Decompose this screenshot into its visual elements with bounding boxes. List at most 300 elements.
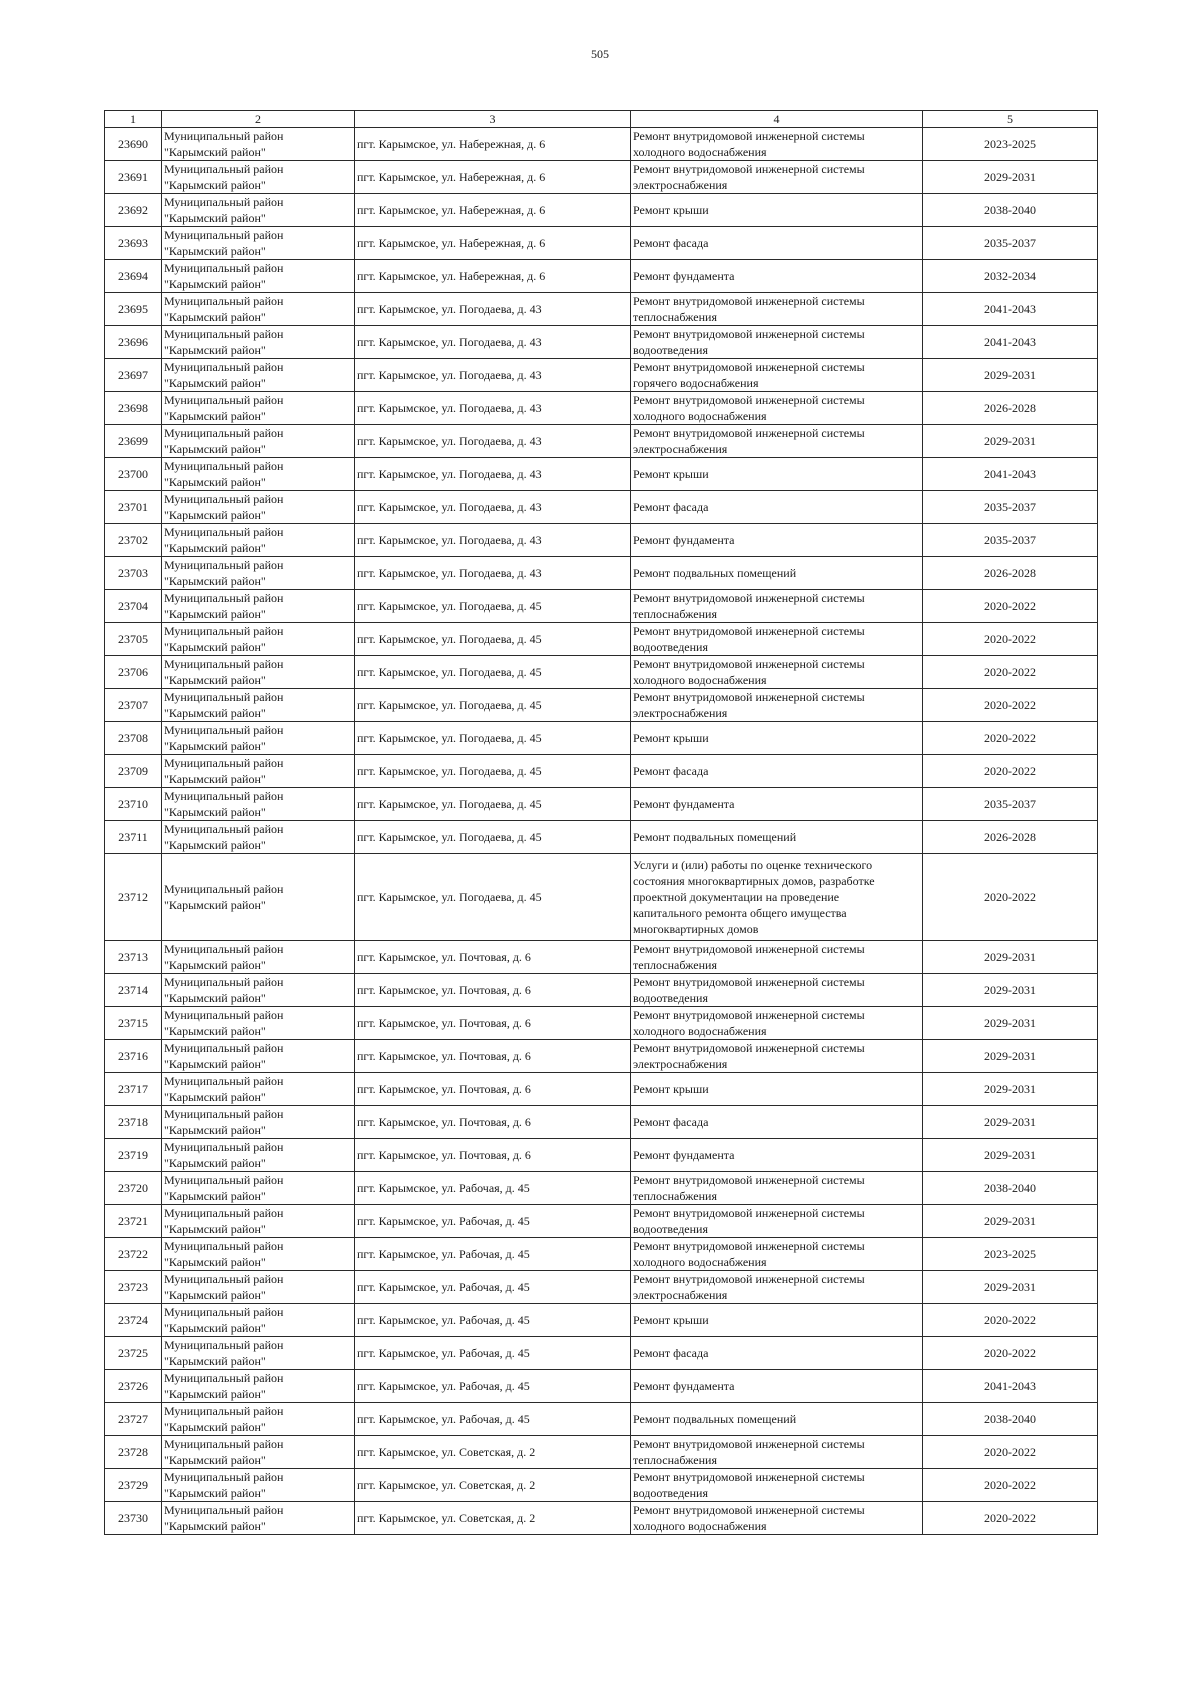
municipality-cell [162, 458, 355, 491]
table-row [105, 854, 1098, 941]
work-type-line: Ремонт фундамента [633, 533, 735, 547]
row-number-cell: 23691 [105, 161, 162, 194]
table-row [105, 1337, 1098, 1370]
address-cell: пгт. Карымское, ул. Погодаева, д. 45 [355, 689, 631, 722]
municipality-line: "Карымский район" [164, 343, 266, 357]
row-number-cell: 23719 [105, 1139, 162, 1172]
period-cell: 2020-2022 [923, 722, 1098, 755]
work-type-cell [631, 293, 923, 326]
work-type-line: теплоснабжения [633, 1453, 717, 1467]
address-cell: пгт. Карымское, ул. Набережная, д. 6 [355, 260, 631, 293]
work-type-cell [631, 392, 923, 425]
work-type-line: водоотведения [633, 343, 708, 357]
address-cell: пгт. Карымское, ул. Погодаева, д. 43 [355, 557, 631, 590]
municipality-cell [162, 1040, 355, 1073]
address-cell: пгт. Карымское, ул. Набережная, д. 6 [355, 128, 631, 161]
work-type-line: Ремонт подвальных помещений [633, 566, 797, 580]
column-number: 1 [105, 111, 162, 128]
work-type-cell [631, 161, 923, 194]
work-type-line: Ремонт внутридомовой инженерной системы [633, 360, 865, 374]
table-row [105, 491, 1098, 524]
row-number-cell: 23702 [105, 524, 162, 557]
work-type-cell [631, 854, 923, 941]
row-number-cell: 23706 [105, 656, 162, 689]
address-cell: пгт. Карымское, ул. Погодаева, д. 45 [355, 821, 631, 854]
column-number: 3 [355, 111, 631, 128]
municipality-line: "Карымский район" [164, 409, 266, 423]
table-row [105, 1172, 1098, 1205]
municipality-line: Муниципальный район [164, 1338, 284, 1352]
period-cell: 2029-2031 [923, 974, 1098, 1007]
work-type-line: Ремонт внутридомовой инженерной системы [633, 1206, 865, 1220]
municipality-line: Муниципальный район [164, 129, 284, 143]
work-type-line: электроснабжения [633, 178, 728, 192]
table-row [105, 722, 1098, 755]
address-cell: пгт. Карымское, ул. Почтовая, д. 6 [355, 1073, 631, 1106]
municipality-cell [162, 128, 355, 161]
row-number-cell: 23697 [105, 359, 162, 392]
municipality-cell [162, 590, 355, 623]
municipality-cell [162, 1337, 355, 1370]
address-cell: пгт. Карымское, ул. Погодаева, д. 45 [355, 755, 631, 788]
municipality-cell [162, 1403, 355, 1436]
work-type-cell [631, 1040, 923, 1073]
period-cell: 2029-2031 [923, 941, 1098, 974]
work-type-line: Ремонт фасада [633, 500, 709, 514]
work-type-line: капитального ремонта общего имущества [633, 906, 847, 920]
work-type-cell [631, 425, 923, 458]
table-row [105, 1205, 1098, 1238]
page-number: 505 [591, 47, 609, 61]
municipality-line: Муниципальный район [164, 1272, 284, 1286]
address-cell: пгт. Карымское, ул. Рабочая, д. 45 [355, 1370, 631, 1403]
period-cell: 2029-2031 [923, 359, 1098, 392]
period-cell: 2035-2037 [923, 788, 1098, 821]
municipality-line: "Карымский район" [164, 1321, 266, 1335]
period-cell: 2023-2025 [923, 128, 1098, 161]
municipality-line: Муниципальный район [164, 723, 284, 737]
column-number: 2 [162, 111, 355, 128]
work-type-line: Ремонт крыши [633, 731, 709, 745]
work-type-line: холодного водоснабжения [633, 1024, 767, 1038]
work-type-line: Ремонт внутридомовой инженерной системы [633, 426, 865, 440]
period-cell: 2029-2031 [923, 1073, 1098, 1106]
work-type-cell [631, 1205, 923, 1238]
address-cell: пгт. Карымское, ул. Погодаева, д. 43 [355, 326, 631, 359]
work-type-line: водоотведения [633, 640, 708, 654]
work-type-cell [631, 941, 923, 974]
address-cell: пгт. Карымское, ул. Почтовая, д. 6 [355, 1040, 631, 1073]
municipality-line: "Карымский район" [164, 1057, 266, 1071]
municipality-line: "Карымский район" [164, 574, 266, 588]
table-row [105, 557, 1098, 590]
address-cell: пгт. Карымское, ул. Погодаева, д. 45 [355, 854, 631, 941]
work-type-line: Ремонт внутридомовой инженерной системы [633, 1239, 865, 1253]
address-cell: пгт. Карымское, ул. Погодаева, д. 45 [355, 722, 631, 755]
municipality-cell [162, 689, 355, 722]
address-cell: пгт. Карымское, ул. Советская, д. 2 [355, 1469, 631, 1502]
municipality-line: "Карымский район" [164, 1222, 266, 1236]
work-type-line: электроснабжения [633, 1057, 728, 1071]
municipality-line: Муниципальный район [164, 360, 284, 374]
work-type-line: Ремонт фасада [633, 236, 709, 250]
municipality-line: "Карымский район" [164, 508, 266, 522]
work-type-line: Ремонт внутридомовой инженерной системы [633, 591, 865, 605]
work-type-line: теплоснабжения [633, 310, 717, 324]
municipality-line: Муниципальный район [164, 1008, 284, 1022]
municipality-line: Муниципальный район [164, 558, 284, 572]
work-type-cell [631, 1337, 923, 1370]
row-number-cell: 23693 [105, 227, 162, 260]
table-row [105, 1238, 1098, 1271]
table-row [105, 1403, 1098, 1436]
municipality-line: "Карымский район" [164, 178, 266, 192]
work-type-line: Ремонт внутридомовой инженерной системы [633, 129, 865, 143]
address-cell: пгт. Карымское, ул. Рабочая, д. 45 [355, 1271, 631, 1304]
municipality-line: Муниципальный район [164, 1470, 284, 1484]
work-type-line: Ремонт фундамента [633, 269, 735, 283]
municipality-line: "Карымский район" [164, 1387, 266, 1401]
table-row [105, 128, 1098, 161]
municipality-cell [162, 1238, 355, 1271]
table-row [105, 1436, 1098, 1469]
municipality-line: "Карымский район" [164, 211, 266, 225]
municipality-line: Муниципальный район [164, 591, 284, 605]
work-type-cell [631, 194, 923, 227]
table-row [105, 656, 1098, 689]
period-cell: 2023-2025 [923, 1238, 1098, 1271]
period-cell: 2041-2043 [923, 458, 1098, 491]
municipality-line: "Карымский район" [164, 442, 266, 456]
work-type-line: Ремонт внутридомовой инженерной системы [633, 942, 865, 956]
table-row [105, 359, 1098, 392]
period-cell: 2026-2028 [923, 392, 1098, 425]
row-number-cell: 23720 [105, 1172, 162, 1205]
work-type-line: Услуги и (или) работы по оценке технического [633, 858, 873, 872]
work-type-line: Ремонт внутридомовой инженерной системы [633, 1470, 865, 1484]
work-type-line: водоотведения [633, 991, 708, 1005]
work-type-cell [631, 1139, 923, 1172]
work-type-line: водоотведения [633, 1486, 708, 1500]
work-type-line: Ремонт внутридомовой инженерной системы [633, 975, 865, 989]
municipality-line: Муниципальный район [164, 1074, 284, 1088]
row-number-cell: 23704 [105, 590, 162, 623]
municipality-cell [162, 1106, 355, 1139]
period-cell: 2029-2031 [923, 1040, 1098, 1073]
table-row [105, 392, 1098, 425]
municipality-line: "Карымский район" [164, 958, 266, 972]
municipality-line: "Карымский район" [164, 991, 266, 1005]
period-cell: 2020-2022 [923, 1337, 1098, 1370]
table-row [105, 1106, 1098, 1139]
municipality-line: Муниципальный район [164, 228, 284, 242]
work-type-line: Ремонт фасада [633, 764, 709, 778]
municipality-line: "Карымский район" [164, 1189, 266, 1203]
work-type-cell [631, 1007, 923, 1040]
row-number-cell: 23698 [105, 392, 162, 425]
period-cell: 2026-2028 [923, 821, 1098, 854]
work-type-cell [631, 1469, 923, 1502]
municipality-line: Муниципальный район [164, 1206, 284, 1220]
municipality-cell [162, 1172, 355, 1205]
work-type-cell [631, 755, 923, 788]
municipality-cell [162, 194, 355, 227]
municipality-line: Муниципальный район [164, 261, 284, 275]
row-number-cell: 23726 [105, 1370, 162, 1403]
address-cell: пгт. Карымское, ул. Почтовая, д. 6 [355, 1139, 631, 1172]
municipality-line: Муниципальный район [164, 789, 284, 803]
work-type-line: Ремонт фасада [633, 1115, 709, 1129]
municipality-line: Муниципальный район [164, 393, 284, 407]
municipality-line: Муниципальный район [164, 1437, 284, 1451]
address-cell: пгт. Карымское, ул. Погодаева, д. 45 [355, 590, 631, 623]
address-cell: пгт. Карымское, ул. Погодаева, д. 45 [355, 656, 631, 689]
work-type-cell [631, 722, 923, 755]
work-type-line: электроснабжения [633, 442, 728, 456]
work-type-line: Ремонт внутридомовой инженерной системы [633, 1437, 865, 1451]
municipality-line: "Карымский район" [164, 1024, 266, 1038]
address-cell: пгт. Карымское, ул. Погодаева, д. 43 [355, 524, 631, 557]
period-cell: 2038-2040 [923, 1172, 1098, 1205]
address-cell: пгт. Карымское, ул. Рабочая, д. 45 [355, 1238, 631, 1271]
work-type-cell [631, 260, 923, 293]
municipality-cell [162, 1007, 355, 1040]
municipality-line: "Карымский район" [164, 772, 266, 786]
work-type-line: холодного водоснабжения [633, 409, 767, 423]
row-number-cell: 23716 [105, 1040, 162, 1073]
work-type-cell [631, 1304, 923, 1337]
address-cell: пгт. Карымское, ул. Советская, д. 2 [355, 1436, 631, 1469]
municipality-line: Муниципальный район [164, 1041, 284, 1055]
work-type-line: Ремонт внутридомовой инженерной системы [633, 393, 865, 407]
period-cell: 2035-2037 [923, 227, 1098, 260]
address-cell: пгт. Карымское, ул. Набережная, д. 6 [355, 194, 631, 227]
address-cell: пгт. Карымское, ул. Почтовая, д. 6 [355, 941, 631, 974]
municipality-cell [162, 755, 355, 788]
work-type-cell [631, 1370, 923, 1403]
municipality-line: Муниципальный район [164, 882, 284, 896]
address-cell: пгт. Карымское, ул. Рабочая, д. 45 [355, 1172, 631, 1205]
period-cell: 2029-2031 [923, 1106, 1098, 1139]
period-cell: 2041-2043 [923, 1370, 1098, 1403]
column-number: 5 [923, 111, 1098, 128]
address-cell: пгт. Карымское, ул. Рабочая, д. 45 [355, 1337, 631, 1370]
work-type-cell [631, 524, 923, 557]
municipality-line: "Карымский район" [164, 805, 266, 819]
municipality-line: Муниципальный район [164, 492, 284, 506]
row-number-cell: 23723 [105, 1271, 162, 1304]
work-type-line: Ремонт фундамента [633, 797, 735, 811]
municipality-line: Муниципальный район [164, 1404, 284, 1418]
work-type-line: Ремонт внутридомовой инженерной системы [633, 690, 865, 704]
work-type-cell [631, 974, 923, 1007]
row-number-cell: 23712 [105, 854, 162, 941]
municipality-cell [162, 293, 355, 326]
table-row [105, 1139, 1098, 1172]
table-row [105, 326, 1098, 359]
municipality-line: "Карымский район" [164, 838, 266, 852]
row-number-cell: 23724 [105, 1304, 162, 1337]
period-cell: 2020-2022 [923, 1469, 1098, 1502]
table-row [105, 1040, 1098, 1073]
municipality-cell [162, 1139, 355, 1172]
period-cell: 2029-2031 [923, 1205, 1098, 1238]
period-cell: 2029-2031 [923, 1007, 1098, 1040]
work-type-cell [631, 1106, 923, 1139]
table-row [105, 1370, 1098, 1403]
table-row [105, 1073, 1098, 1106]
period-cell: 2020-2022 [923, 656, 1098, 689]
municipality-line: Муниципальный район [164, 294, 284, 308]
address-cell: пгт. Карымское, ул. Погодаева, д. 43 [355, 359, 631, 392]
address-cell: пгт. Карымское, ул. Почтовая, д. 6 [355, 1007, 631, 1040]
period-cell: 2032-2034 [923, 260, 1098, 293]
municipality-cell [162, 491, 355, 524]
work-type-cell [631, 1502, 923, 1535]
work-type-line: холодного водоснабжения [633, 673, 767, 687]
row-number-cell: 23690 [105, 128, 162, 161]
municipality-line: "Карымский район" [164, 1486, 266, 1500]
municipality-line: Муниципальный район [164, 525, 284, 539]
work-type-line: холодного водоснабжения [633, 1255, 767, 1269]
period-cell: 2029-2031 [923, 425, 1098, 458]
work-type-line: Ремонт подвальных помещений [633, 1412, 797, 1426]
work-type-line: Ремонт крыши [633, 467, 709, 481]
municipality-line: Муниципальный район [164, 1305, 284, 1319]
row-number-cell: 23718 [105, 1106, 162, 1139]
table-row [105, 974, 1098, 1007]
row-number-cell: 23696 [105, 326, 162, 359]
work-type-line: Ремонт внутридомовой инженерной системы [633, 327, 865, 341]
work-type-cell [631, 1172, 923, 1205]
table-row [105, 425, 1098, 458]
table-row [105, 755, 1098, 788]
work-type-cell [631, 623, 923, 656]
municipality-line: "Карымский район" [164, 277, 266, 291]
work-type-line: Ремонт крыши [633, 1082, 709, 1096]
work-type-line: холодного водоснабжения [633, 1519, 767, 1533]
municipality-cell [162, 227, 355, 260]
work-type-line: Ремонт внутридомовой инженерной системы [633, 294, 865, 308]
period-cell: 2029-2031 [923, 1271, 1098, 1304]
work-type-line: состояния многоквартирных домов, разработке [633, 874, 875, 888]
row-number-cell: 23707 [105, 689, 162, 722]
municipality-line: "Карымский район" [164, 739, 266, 753]
row-number-cell: 23728 [105, 1436, 162, 1469]
table-row [105, 260, 1098, 293]
row-number-cell: 23709 [105, 755, 162, 788]
address-cell: пгт. Карымское, ул. Советская, д. 2 [355, 1502, 631, 1535]
municipality-cell [162, 326, 355, 359]
work-type-line: водоотведения [633, 1222, 708, 1236]
work-type-cell [631, 491, 923, 524]
municipality-line: "Карымский район" [164, 1255, 266, 1269]
address-cell: пгт. Карымское, ул. Рабочая, д. 45 [355, 1403, 631, 1436]
address-cell: пгт. Карымское, ул. Погодаева, д. 43 [355, 458, 631, 491]
work-type-cell [631, 128, 923, 161]
municipality-cell [162, 854, 355, 941]
municipality-line: "Карымский район" [164, 640, 266, 654]
period-cell: 2038-2040 [923, 1403, 1098, 1436]
period-cell: 2041-2043 [923, 326, 1098, 359]
municipality-cell [162, 557, 355, 590]
work-type-line: Ремонт внутридомовой инженерной системы [633, 657, 865, 671]
column-number: 4 [631, 111, 923, 128]
municipality-cell [162, 821, 355, 854]
work-type-line: Ремонт крыши [633, 203, 709, 217]
table-row [105, 1469, 1098, 1502]
work-type-line: Ремонт внутридомовой инженерной системы [633, 1272, 865, 1286]
municipality-line: Муниципальный район [164, 1371, 284, 1385]
table-row [105, 161, 1098, 194]
municipality-cell [162, 1436, 355, 1469]
address-cell: пгт. Карымское, ул. Рабочая, д. 45 [355, 1304, 631, 1337]
municipality-line: "Карымский район" [164, 1156, 266, 1170]
row-number-cell: 23705 [105, 623, 162, 656]
work-type-line: Ремонт подвальных помещений [633, 830, 797, 844]
municipality-cell [162, 623, 355, 656]
table-row [105, 524, 1098, 557]
row-number-cell: 23714 [105, 974, 162, 1007]
work-type-line: Ремонт внутридомовой инженерной системы [633, 1173, 865, 1187]
work-type-line: Ремонт внутридомовой инженерной системы [633, 162, 865, 176]
work-type-cell [631, 557, 923, 590]
municipality-line: Муниципальный район [164, 822, 284, 836]
municipality-cell [162, 1370, 355, 1403]
work-type-line: холодного водоснабжения [633, 145, 767, 159]
table-row [105, 623, 1098, 656]
municipality-cell [162, 788, 355, 821]
municipality-line: "Карымский район" [164, 1288, 266, 1302]
table-row [105, 458, 1098, 491]
address-cell: пгт. Карымское, ул. Почтовая, д. 6 [355, 974, 631, 1007]
municipality-cell [162, 1502, 355, 1535]
work-type-cell [631, 788, 923, 821]
municipality-cell [162, 1304, 355, 1337]
repair-schedule-table [104, 110, 1098, 1535]
row-number-cell: 23729 [105, 1469, 162, 1502]
period-cell: 2038-2040 [923, 194, 1098, 227]
municipality-cell [162, 260, 355, 293]
row-number-cell: 23694 [105, 260, 162, 293]
municipality-cell [162, 161, 355, 194]
period-cell: 2020-2022 [923, 623, 1098, 656]
table-row [105, 194, 1098, 227]
municipality-line: "Карымский район" [164, 310, 266, 324]
table-body [105, 128, 1098, 1535]
row-number-cell: 23717 [105, 1073, 162, 1106]
municipality-line: "Карымский район" [164, 541, 266, 555]
address-cell: пгт. Карымское, ул. Погодаева, д. 43 [355, 425, 631, 458]
row-number-cell: 23695 [105, 293, 162, 326]
municipality-cell [162, 524, 355, 557]
table-row [105, 293, 1098, 326]
municipality-cell [162, 1073, 355, 1106]
work-type-cell [631, 821, 923, 854]
municipality-cell [162, 359, 355, 392]
municipality-line: "Карымский район" [164, 1090, 266, 1104]
municipality-line: "Карымский район" [164, 607, 266, 621]
municipality-cell [162, 1469, 355, 1502]
municipality-cell [162, 656, 355, 689]
period-cell: 2020-2022 [923, 590, 1098, 623]
municipality-line: Муниципальный район [164, 1140, 284, 1154]
table-row [105, 1271, 1098, 1304]
work-type-line: электроснабжения [633, 1288, 728, 1302]
row-number-cell: 23727 [105, 1403, 162, 1436]
work-type-line: теплоснабжения [633, 607, 717, 621]
period-cell: 2026-2028 [923, 557, 1098, 590]
